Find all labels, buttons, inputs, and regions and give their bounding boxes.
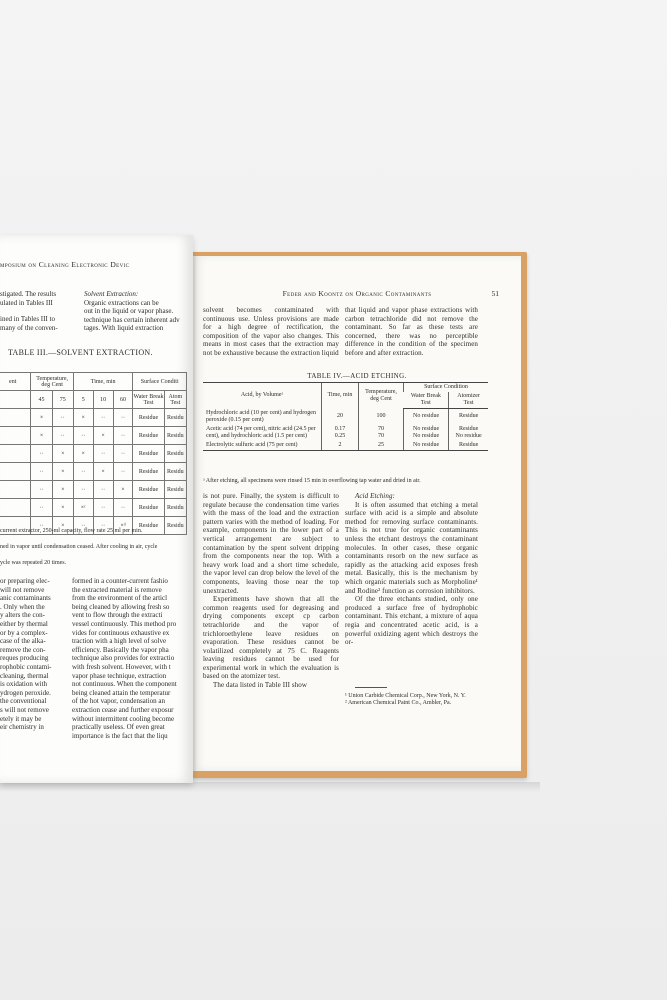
col-header: Surface Conditi bbox=[133, 373, 187, 391]
cell: Residue bbox=[133, 427, 164, 445]
cell bbox=[0, 445, 31, 463]
table-iv-title: TABLE IV.—ACID ETCHING. bbox=[307, 372, 407, 380]
text-line: extraction cease and further exposur bbox=[72, 705, 174, 714]
text-line: technique also provides for extractio bbox=[72, 654, 175, 663]
cell: × bbox=[52, 517, 73, 535]
cell: 20 bbox=[322, 409, 359, 425]
text-line: tages. With liquid extraction bbox=[84, 324, 164, 333]
col-header: 10 bbox=[93, 391, 113, 409]
spacer bbox=[0, 307, 58, 315]
table-iv bbox=[203, 382, 488, 451]
cell: ·· bbox=[31, 463, 52, 481]
col1-body bbox=[203, 492, 339, 690]
cell: Residu bbox=[164, 409, 186, 427]
paragraph: solvent becomes contaminated with continuous use. Unless provisions are made for a high degree of rectification, the composition of the vapor also changes. This means in most cases that the extraction may not be exhaustive because the extraction liquid bbox=[203, 306, 339, 357]
note: ned in vapor until condensation ceased. After cooling in air, cycle bbox=[0, 544, 158, 550]
cell: ×ᶜ bbox=[73, 499, 93, 517]
cell: × bbox=[113, 481, 133, 499]
cell: ·· bbox=[93, 517, 113, 535]
cell: Residue bbox=[133, 481, 164, 499]
cell: No residue bbox=[404, 441, 449, 451]
left-col2-top bbox=[84, 290, 180, 333]
text-line: being cleaned attain the temperatur bbox=[72, 688, 171, 697]
cell: ·· bbox=[73, 427, 93, 445]
book-shadow bbox=[0, 782, 540, 792]
text-line: with fresh solvent. However, with t bbox=[72, 662, 171, 671]
cell: ×ᵈ bbox=[113, 517, 133, 535]
cell: × bbox=[52, 463, 73, 481]
text-line: vent to flow through the extracti bbox=[72, 611, 163, 620]
cell: Residue bbox=[449, 441, 488, 451]
footnote: ² American Chemical Paint Co., Ambler, Pa. bbox=[345, 700, 452, 706]
cell: Residue bbox=[133, 517, 164, 535]
col-header: 60 bbox=[113, 391, 133, 409]
paragraph: The data listed in Table III show bbox=[213, 681, 308, 690]
text-line: out in the liquid or vapor phase. bbox=[84, 307, 174, 316]
cell: Residu bbox=[164, 445, 186, 463]
cell: 0.17 0.25 bbox=[322, 425, 359, 441]
section-heading: Acid Etching: bbox=[355, 492, 395, 500]
cell: ·· bbox=[31, 445, 52, 463]
text-line: or preparing elec- bbox=[0, 577, 50, 585]
cell: ·· bbox=[93, 445, 113, 463]
cell: ·· bbox=[73, 517, 93, 535]
text-line: vessel continuously. This method pro bbox=[72, 619, 177, 628]
cell: 70 70 bbox=[359, 425, 404, 441]
footnote: ¹ Union Carbide Chemical Corp., New York, N. Y. bbox=[345, 693, 466, 699]
col-temp: Temperature, deg Cent bbox=[359, 383, 404, 409]
table-row bbox=[0, 427, 187, 445]
text-line: either by thermal bbox=[0, 619, 48, 628]
text-line: the conventional bbox=[0, 697, 47, 706]
cell: ·· bbox=[113, 427, 133, 445]
text-line: eir chemistry in bbox=[0, 723, 44, 732]
cell: Hydrochloric acid (10 per cent) and hydrogen peroxide (0.15 per cent) bbox=[206, 409, 316, 423]
cell: ·· bbox=[113, 445, 133, 463]
col-header: Water Break Test bbox=[133, 391, 164, 409]
left-col1-top bbox=[0, 290, 58, 332]
cell: ·· bbox=[73, 481, 93, 499]
table-row bbox=[0, 409, 187, 427]
text-line: Organic extractions can be bbox=[84, 298, 159, 307]
text-line: vides for continuous exhaustive ex bbox=[72, 628, 170, 637]
cell: ·· bbox=[93, 481, 113, 499]
cell bbox=[0, 409, 31, 427]
text-line: s will not remove bbox=[0, 705, 49, 714]
col-header: 5 bbox=[73, 391, 93, 409]
cell: ·· bbox=[31, 481, 52, 499]
text-line: . Only when the bbox=[0, 602, 45, 611]
cell bbox=[0, 481, 31, 499]
text-line: many of the conven- bbox=[0, 323, 58, 332]
running-header: mposium on Cleaning Electronic Devic bbox=[0, 260, 130, 269]
text-line: ydrogen peroxide. bbox=[0, 688, 51, 697]
table-row bbox=[0, 499, 187, 517]
cell: Residue No residue bbox=[449, 425, 488, 441]
cell: ·· bbox=[52, 409, 73, 427]
table-row bbox=[203, 409, 488, 425]
cell: Acetic acid (74 per cent), nitric acid (24.5 per cent), and hydrochloric acid (1.5 per cent) bbox=[206, 425, 316, 439]
table-iii-title: TABLE III.—SOLVENT EXTRACTION. bbox=[8, 348, 153, 357]
cell: Residue bbox=[449, 409, 488, 425]
cell: ·· bbox=[113, 499, 133, 517]
text-line: case of the alka- bbox=[0, 637, 46, 646]
text-line: of the hot vapor, condensation an bbox=[72, 697, 166, 706]
text-line: stigated. The results bbox=[0, 290, 57, 298]
col-surface: Surface Condition bbox=[404, 383, 489, 393]
cell: × bbox=[73, 409, 93, 427]
text-line: will not remove bbox=[0, 585, 45, 594]
cell: 25 bbox=[359, 441, 404, 451]
text-line: is oxidation with bbox=[0, 680, 48, 689]
note: current extractor, 250-ml capacity, flow rate 25 ml per min. bbox=[0, 528, 143, 534]
table-row bbox=[0, 445, 187, 463]
section-heading: Solvent Extraction: bbox=[84, 290, 139, 298]
table-row bbox=[203, 441, 488, 451]
col2-top-text bbox=[345, 306, 478, 358]
cell: ·· bbox=[93, 499, 113, 517]
text-line: from the environment of the articl bbox=[72, 594, 168, 603]
cell: ·· bbox=[73, 463, 93, 481]
paragraph: is not pure. Finally, the system is difficult to regulate because the condensation time varies with the mass of the load and the extraction pattern varies with the method of loading. For example, components in the lower part of a vertical arrangement are subject to contamination by the spent solvent dripping from the components near the top. With a heavy work load and a short time schedule, the vapor level can drop below the level of the components, leaving those near the top unextracted. bbox=[203, 492, 339, 595]
text-line: without intermittent cooling become bbox=[72, 714, 175, 723]
footnotes bbox=[345, 693, 478, 707]
col-header: 75 bbox=[52, 391, 73, 409]
cell: ·· bbox=[31, 517, 52, 535]
text-line: cleaning, thermal bbox=[0, 671, 49, 680]
col-time: Time, min bbox=[322, 383, 359, 409]
cell: 2 bbox=[322, 441, 359, 451]
cell: Residue bbox=[133, 463, 164, 481]
cell: Residu bbox=[164, 463, 186, 481]
cell bbox=[0, 499, 31, 517]
paragraph: that liquid and vapor phase extractions with carbon tetrachloride did not remove the contaminant. So far as these tests are concerned, there was no perceptible difference in the condition of the specimen before and after extraction. bbox=[345, 306, 478, 357]
cell: Electrolytic sulfuric acid (75 per cent) bbox=[203, 441, 322, 451]
table-row bbox=[203, 425, 488, 441]
cell: Residue bbox=[133, 445, 164, 463]
cell: Residu bbox=[164, 517, 186, 535]
text-line: practically useless. Of even great bbox=[72, 723, 165, 732]
note: ycle was repeated 20 times. bbox=[0, 560, 67, 566]
cell: × bbox=[52, 481, 73, 499]
cell: ·· bbox=[52, 427, 73, 445]
text-line: reques producing bbox=[0, 654, 49, 663]
left-col2-body bbox=[72, 577, 177, 740]
col-header: 45 bbox=[31, 391, 52, 409]
cell: × bbox=[93, 427, 113, 445]
text-line: rophobic contami- bbox=[0, 662, 52, 671]
cell: × bbox=[31, 409, 52, 427]
col-header: Atom Test bbox=[164, 391, 186, 409]
cell: Residue bbox=[133, 499, 164, 517]
left-col1-body bbox=[0, 577, 52, 732]
text-line: efficiency. Basically the vapor pha bbox=[72, 645, 169, 654]
text-line: etely it may be bbox=[0, 714, 42, 723]
cell: Residu bbox=[164, 481, 186, 499]
text-line: technique has certain inherent adv bbox=[84, 315, 180, 324]
table-iv-note: ᵃ After etching, all specimens were rinsed 15 min in overflowing tap water and dried in air. bbox=[203, 478, 421, 484]
text-line: importance is the fact that the liqu bbox=[72, 731, 168, 740]
col-header: ent bbox=[0, 373, 31, 391]
cell: Residue bbox=[133, 409, 164, 427]
table-iii bbox=[0, 372, 187, 535]
paragraph: Of the three etchants studied, only one produced a surface free of hydrophobic contaminant. This etchant, a mixture of aqua regia and concentrated acetic acid, is a powerful oxidizing agent which destroys the or- bbox=[345, 595, 478, 647]
cell: × bbox=[73, 445, 93, 463]
cell: × bbox=[52, 445, 73, 463]
cell bbox=[0, 463, 31, 481]
col1-top-text bbox=[203, 306, 339, 358]
col-header: Time, min bbox=[73, 373, 133, 391]
text-line: anic contaminants bbox=[0, 594, 51, 603]
table-iii-notes bbox=[0, 527, 157, 567]
text-line: traction with a high level of solve bbox=[72, 637, 167, 646]
cell: × bbox=[52, 499, 73, 517]
col2-body bbox=[345, 492, 478, 647]
left-page bbox=[0, 235, 193, 783]
cell: 100 bbox=[359, 409, 404, 425]
right-page bbox=[193, 256, 521, 771]
cell: Residu bbox=[164, 499, 186, 517]
col-atomizer: Atomizer Test bbox=[449, 392, 488, 409]
text-line: remove the con- bbox=[0, 645, 46, 654]
text-line: the extracted material is remove bbox=[72, 585, 162, 594]
cell: ·· bbox=[113, 463, 133, 481]
table-row bbox=[0, 481, 187, 499]
cell: ·· bbox=[113, 409, 133, 427]
cell bbox=[0, 427, 31, 445]
text-line: ined in Tables III to bbox=[0, 315, 55, 324]
text-line: y alters the con- bbox=[0, 611, 45, 620]
cell: × bbox=[93, 463, 113, 481]
cell: No residue No residue bbox=[404, 425, 449, 441]
paragraph: Experiments have shown that all the common reagents used for degreasing and drying components except cp carbon tetrachloride and the vapor of trichloroethylene leave residues on evaporation. These residues cannot be volatilized completely at 75 C. Reagents leaving residues cannot be used for experimental work in which the evaluation is based on the atomizer test. bbox=[203, 595, 339, 681]
cell: No residue bbox=[404, 409, 449, 425]
cell: ·· bbox=[31, 499, 52, 517]
cell: × bbox=[31, 427, 52, 445]
page-number: 51 bbox=[491, 289, 499, 298]
col-water-break: Water Break Test bbox=[404, 392, 449, 409]
text-line: formed in a counter-current fashio bbox=[72, 577, 168, 585]
col-acid: Acid, by Volumeᵃ bbox=[203, 383, 322, 409]
text-line: not continuous. When the component bbox=[72, 680, 177, 689]
text-line: vapor phase technique, extraction bbox=[72, 671, 167, 680]
col-header: Temperature, deg Cent bbox=[31, 373, 73, 391]
footnote-rule bbox=[355, 687, 387, 688]
cell: Residu bbox=[164, 427, 186, 445]
running-header: Feder and Koontz on Organic Contaminants bbox=[282, 289, 432, 298]
text-line: or by a complex- bbox=[0, 628, 48, 637]
table-row bbox=[0, 463, 187, 481]
paragraph: It is often assumed that etching a metal surface with acid is a simple and absolute method for removing surface contaminants. This is not true for organic contaminants unless the etchant destroys the contaminant molecules. In other cases, these organic contaminants resorb on the new surface as rapidly as the attacking acid exposes fresh metal. Basically, this is the mechanism by which organic materials such as Morpholine¹ and Rodine² function as corrosion inhibitors. bbox=[345, 500, 478, 595]
text-line: being cleaned by allowing fresh so bbox=[72, 602, 170, 611]
cell: ·· bbox=[93, 409, 113, 427]
text-line: ulated in Tables III bbox=[0, 298, 53, 307]
